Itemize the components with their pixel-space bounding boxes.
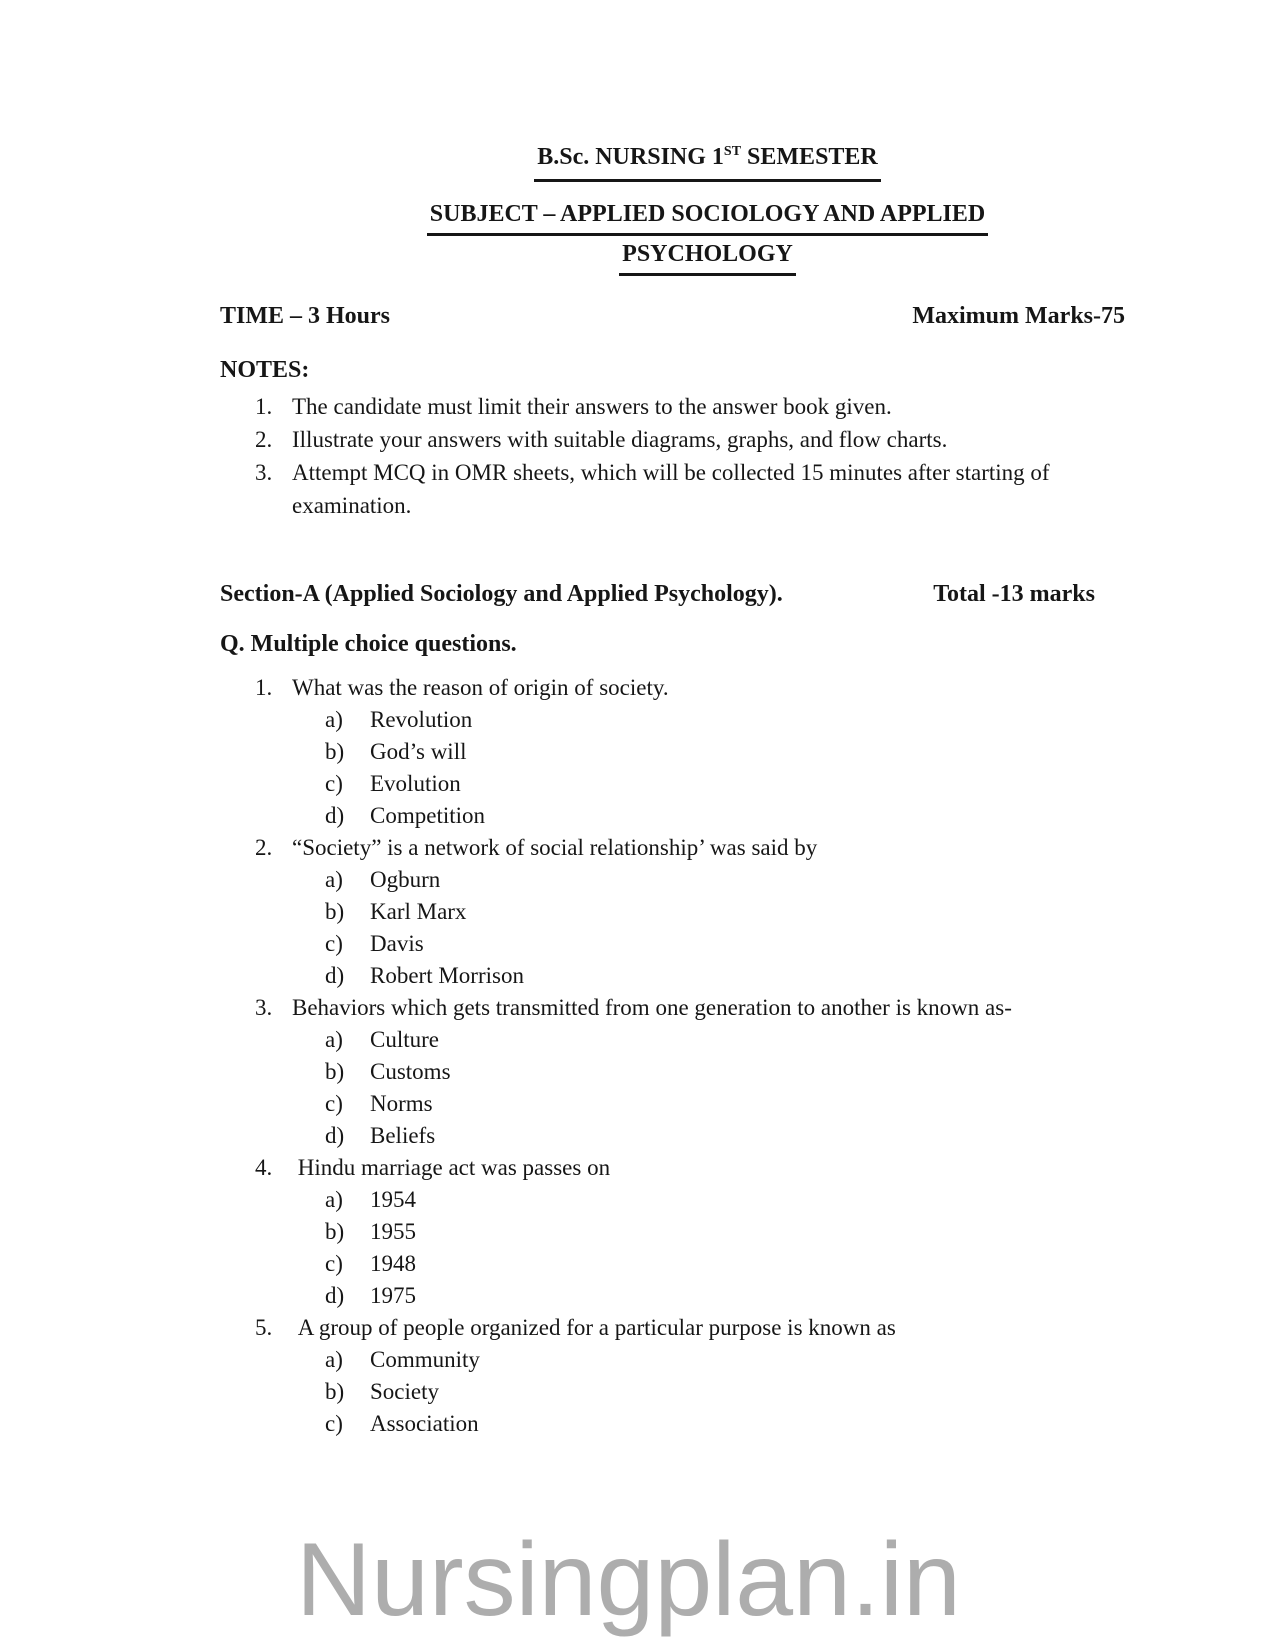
note-number: 2.	[255, 427, 273, 452]
options-list	[220, 864, 1125, 992]
question-number: 1.	[255, 675, 273, 700]
option-label: c)	[325, 931, 343, 956]
option-text: Competition	[370, 803, 485, 828]
subject-line-2: PSYCHOLOGY	[619, 236, 796, 276]
note-number: 3.	[255, 460, 273, 485]
question-block	[220, 1152, 1125, 1312]
option-row	[220, 800, 1125, 832]
options-list	[220, 1024, 1125, 1152]
option-row	[220, 736, 1125, 768]
question-list	[220, 672, 1125, 1440]
notes-list	[220, 390, 1125, 522]
section-title: Section-A (Applied Sociology and Applied Psychology).	[220, 581, 783, 607]
note-text: Illustrate your answers with suitable diagrams, graphs, and flow charts.	[292, 427, 948, 452]
question-row	[220, 1312, 1125, 1344]
question-text: “Society” is a network of social relationship’ was said by	[292, 835, 818, 860]
option-label: b)	[325, 1379, 345, 1404]
question-text: What was the reason of origin of society.	[292, 675, 669, 700]
option-text: Ogburn	[370, 867, 441, 892]
option-text: 1975	[370, 1283, 416, 1308]
option-row	[220, 1024, 1125, 1056]
option-text: Association	[370, 1411, 479, 1436]
option-row	[220, 704, 1125, 736]
options-list	[220, 704, 1125, 832]
time-label: TIME – 3 Hours	[220, 303, 391, 329]
option-row	[220, 768, 1125, 800]
option-row	[220, 1088, 1125, 1120]
question-block	[220, 672, 1125, 832]
note-item	[220, 423, 1125, 456]
option-row	[220, 1280, 1125, 1312]
note-item	[220, 456, 1125, 522]
option-row	[220, 960, 1125, 992]
option-text: 1955	[370, 1219, 416, 1244]
document-content	[220, 0, 1125, 1440]
question-number: 5.	[255, 1315, 273, 1340]
question-number: 3.	[255, 995, 273, 1020]
option-row	[220, 1344, 1125, 1376]
question-block	[220, 992, 1125, 1152]
option-row	[220, 1216, 1125, 1248]
title-superscript: ST	[723, 144, 742, 159]
subject-line-1: SUBJECT – APPLIED SOCIOLOGY AND APPLIED	[427, 196, 988, 236]
option-label: b)	[325, 1059, 345, 1084]
title-text-rest: SEMESTER	[741, 144, 878, 170]
option-label: c)	[325, 1411, 343, 1436]
note-text: Attempt MCQ in OMR sheets, which will be collected 15 minutes after starting of examination.	[292, 460, 1050, 518]
note-item	[220, 390, 1125, 423]
question-row	[220, 672, 1125, 704]
option-row	[220, 1184, 1125, 1216]
option-text: Society	[370, 1379, 439, 1404]
question-row	[220, 992, 1125, 1024]
question-row	[220, 1152, 1125, 1184]
option-label: a)	[325, 1027, 343, 1052]
option-row	[220, 1056, 1125, 1088]
option-text: Community	[370, 1347, 480, 1372]
option-row	[220, 1408, 1125, 1440]
section-heading-row	[220, 578, 1125, 610]
option-row	[220, 1376, 1125, 1408]
option-text: Robert Morrison	[370, 963, 524, 988]
option-text: God’s will	[370, 739, 467, 764]
options-list	[220, 1184, 1125, 1312]
option-row	[220, 928, 1125, 960]
document-title	[534, 140, 881, 182]
option-label: d)	[325, 1283, 345, 1308]
option-row	[220, 1248, 1125, 1280]
option-text: Norms	[370, 1091, 433, 1116]
option-label: c)	[325, 1091, 343, 1116]
option-text: 1954	[370, 1187, 416, 1212]
question-number: 2.	[255, 835, 273, 860]
notes-heading: NOTES:	[220, 357, 310, 383]
option-text: Davis	[370, 931, 424, 956]
option-label: a)	[325, 1347, 343, 1372]
question-text: A group of people organized for a particular purpose is known as	[292, 1315, 896, 1340]
watermark: Nursingplan.in	[296, 1522, 961, 1638]
section-total-marks: Total -13 marks	[933, 581, 1095, 607]
option-row	[220, 1120, 1125, 1152]
option-label: d)	[325, 1123, 345, 1148]
mcq-heading: Q. Multiple choice questions.	[220, 631, 517, 657]
question-number: 4.	[255, 1155, 273, 1180]
question-block	[220, 1312, 1125, 1440]
note-text: The candidate must limit their answers to the answer book given.	[292, 394, 892, 419]
time-marks-row	[220, 300, 1125, 332]
title-text: B.Sc. NURSING 1	[537, 144, 724, 170]
note-number: 1.	[255, 394, 273, 419]
option-label: d)	[325, 963, 345, 988]
question-text: Behaviors which gets transmitted from one generation to another is known as-	[292, 995, 1012, 1020]
option-row	[220, 864, 1125, 896]
question-block	[220, 832, 1125, 992]
option-label: a)	[325, 707, 343, 732]
max-marks-label: Maximum Marks-75	[912, 303, 1125, 329]
option-text: Beliefs	[370, 1123, 436, 1148]
subject-heading	[255, 196, 1160, 276]
option-text: Culture	[370, 1027, 439, 1052]
option-text: Evolution	[370, 771, 461, 796]
option-text: Karl Marx	[370, 899, 467, 924]
option-text: Customs	[370, 1059, 451, 1084]
question-row	[220, 832, 1125, 864]
option-label: b)	[325, 1219, 345, 1244]
options-list	[220, 1344, 1125, 1440]
option-label: b)	[325, 739, 345, 764]
option-label: c)	[325, 1251, 343, 1276]
option-row	[220, 896, 1125, 928]
option-text: 1948	[370, 1251, 416, 1276]
option-label: a)	[325, 867, 343, 892]
question-text: Hindu marriage act was passes on	[292, 1155, 611, 1180]
option-label: c)	[325, 771, 343, 796]
option-label: b)	[325, 899, 345, 924]
option-label: a)	[325, 1187, 343, 1212]
option-text: Revolution	[370, 707, 473, 732]
option-label: d)	[325, 803, 345, 828]
